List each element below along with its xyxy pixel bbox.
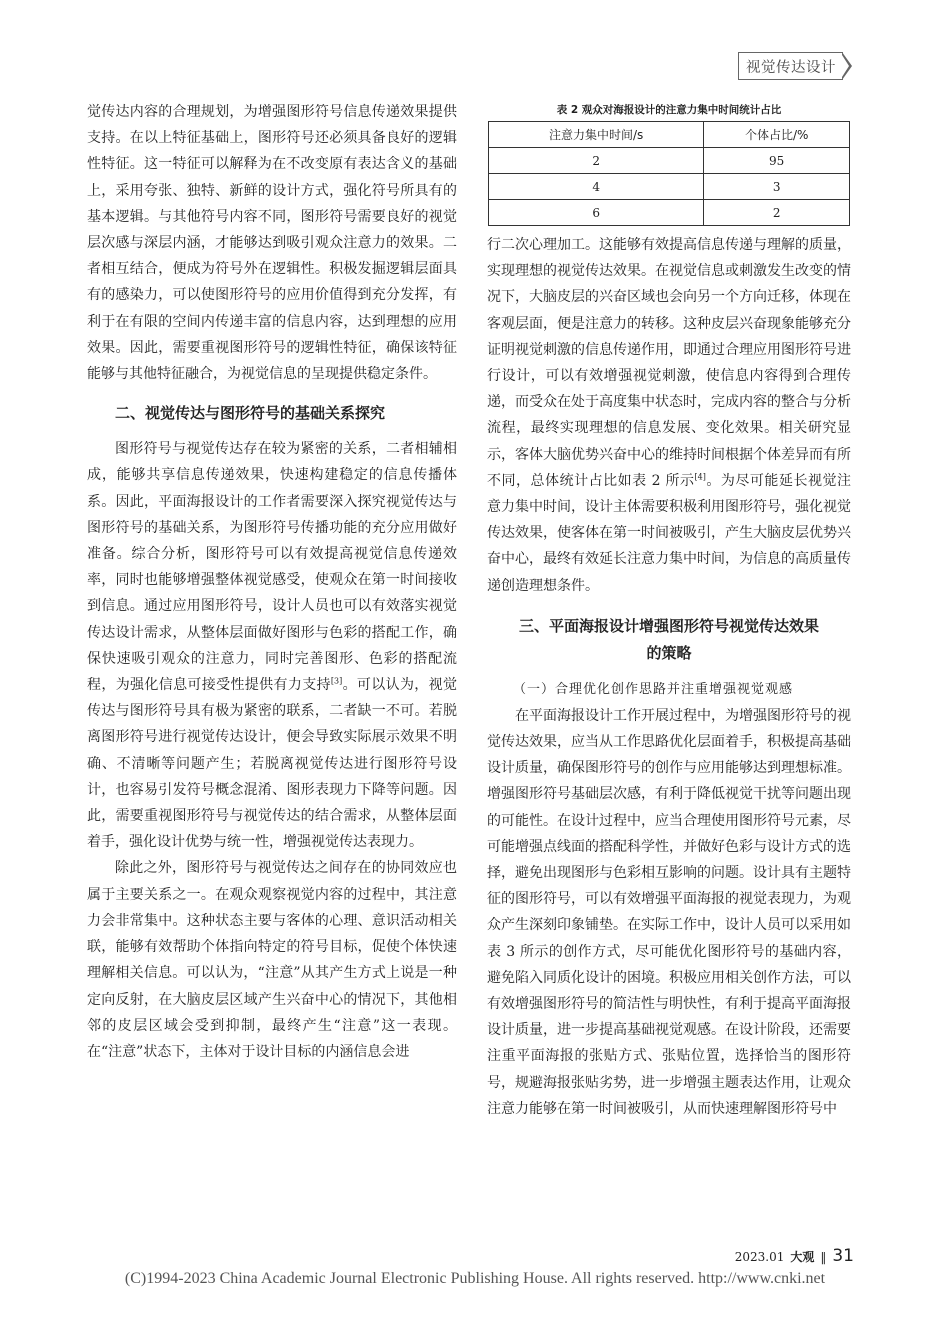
paragraph: 觉传达内容的合理规划，为增强图形符号信息传递效果提供支持。在以上特征基础上，图形符号还必须具备良好的逻辑性特征。这一特征可以解释为在不改变原有表达含义的基础上，采用夸张、独特、新鲜的设计方式，强化符号所具有的基本逻辑。与其他符号内容不同，图形符号需要良好的视觉层次感与深层内涵，才能够达到吸引观众注意力的效果。二者相互结合，便成为符号外在逻辑性。积极发掘逻辑层面具有的感染力，可以使图形符号的应用价值得到充分发挥，有利于在有限的空间内传递丰富的信息内容，达到理想的应用效果。因此，需要重视图形符号的逻辑性特征，确保该特征能够与其他特征融合，为视觉信息的呈现提供稳定条件。: [87, 104, 457, 383]
paragraph: 除此之外，图形符号与视觉传达之间存在的协同效应也属于主要关系之一。在观众观察视觉内容的过程中，其注意力会非常集中。这种状态主要与客体的心理、意识活动相关联，能够有效帮助个体指向特定的符号目标，促使个体快速理解相关信息。可以认为，“注意”从其产生方式上说是一种定向反射，在大脑皮层区域产生兴奋中心的情况下，其他相邻的皮层区域会受到抑制，最终产生“注意”这一表现。在“注意”状态下，主体对于设计目标的内涵信息会进: [87, 860, 457, 1060]
table-header-row: [489, 122, 850, 148]
paragraph-text: 行二次心理加工。这能够有效提高信息传递与理解的质量，实现理想的视觉传达效果。在视觉信息或刺激发生改变的情况下，大脑皮层的兴奋区域也会向另一个方向迁移，体现在客观层面，便是注意力的转移。这种皮层兴奋现象能够充分证明视觉刺激的信息传递作用，即通过合理应用图形符号进行设计，可以有效增强视觉刺激，使信息内容得到合理传递，而受众在处于高度集中状态时，完成内容的整合与分析流程，最终实现理想的信息发展、变化效果。相关研究显示，客体大脑优势兴奋中心的维持时间根据个体差异而有所不同，总体统计占比如表 2 所示: [487, 237, 851, 489]
paragraph-text: 。为尽可能延长视觉注意力集中时间，设计主体需要积极利用图形符号，强化视觉传达效果，使客体在第一时间被吸引，产生大脑皮层优势兴奋中心，最终有效延长注意力集中时间，为信息的高质量传递创造理想条件。: [487, 472, 851, 594]
issue-number: 2023.01: [734, 1250, 785, 1264]
citation: [4]: [694, 472, 706, 482]
table-cell: 6: [489, 200, 704, 226]
paragraph-text: 。可以认为，视觉传达与图形符号具有极为紧密的联系，二者缺一不可。若脱离图形符号进行视觉传达设计，便会导致实际展示效果不明确、不清晰等问题产生；若脱离视觉传达进行图形符号设计，也容易引发符号概念混淆、图形表现力下降等问题。因此，需要重视图形符号与视觉传达的结合需求，从整体层面着手，强化设计优势与统一性，增强视觉传达表现力。: [87, 677, 458, 851]
table-cell: 95: [704, 148, 850, 174]
footer-separator: ‖: [820, 1250, 827, 1264]
paragraph-text: 图形符号与视觉传达存在较为紧密的关系，二者相辅相成，能够共享信息传递效果，快速构建稳定的信息传播体系。因此，平面海报设计的工作者需要深入探究视觉传达与图形符号的基础关系，为图形符号传播功能的充分应用做好准备。综合分析，图形符号可以有效提高视觉信息传递效率，同时也能够增强整体视觉感受，使观众在第一时间接收到信息。通过应用图形符号，设计人员也可以有效落实视觉传达设计需求，从整体层面做好图形与色彩的搭配工作，确保快速吸引观众的注意力，同时完善图形、色彩的搭配流程，为强化信息可接受性提供有力支持: [87, 441, 457, 694]
left-column: [87, 99, 457, 1065]
journal-brand: 大观: [790, 1250, 815, 1264]
page-number: 31: [832, 1246, 854, 1266]
table-header-cell: 个体占比/%: [704, 122, 850, 148]
section-heading-line: 的策略: [646, 643, 692, 662]
data-table: [488, 121, 850, 226]
table-caption: 表 2 观众对海报设计的注意力集中时间统计占比: [556, 104, 782, 116]
table-cell: 3: [704, 174, 850, 200]
column-tag-arrow-inner: [842, 55, 849, 77]
table-row: [489, 200, 850, 226]
table-row: [489, 174, 850, 200]
statistics-table: [488, 103, 850, 226]
sub-heading: （一）合理优化创作思路并注重增强视觉观感: [513, 681, 794, 697]
page-footer: [735, 1246, 854, 1266]
table-cell: 2: [704, 200, 850, 226]
table-row: [489, 148, 850, 174]
paragraph: 在平面海报设计工作开展过程中，为增强图形符号的视觉传达效果，应当从工作思路优化层面着手，积极提高基础设计质量，确保图形符号的创作与应用能够达到理想标准。增强图形符号基础层次感，有利于降低视觉干扰等问题出现的可能性。在设计过程中，应当合理使用图形符号元素，尽可能增强点线面的搭配科学性，并做好色彩与设计方式的选择，避免出现图形与色彩相互影响的问题。设计具有主题特征的图形符号，可以有效增强平面海报的视觉表现力，为观众产生深刻印象铺垫。在实际工作中，设计人员可以采用如表 3 所示的创作方式，尽可能优化图形符号的基础内容，避免陷入同质化设计的困境。积极应用相关创作方法，可以有效增强图形符号的简洁性与明快性，有利于提高平面海报设计质量，进一步提高基础视觉观感。在设计阶段，还需要注重平面海报的张贴方式、张贴位置，选择恰当的图形符号，规避海报张贴劣势，进一步增强主题表达作用，让观众注意力能够在第一时间被吸引，从而快速理解图形符号中: [487, 707, 851, 1117]
table-header-cell: 注意力集中时间/s: [489, 122, 704, 148]
column-tag: 视觉传达设计: [738, 52, 843, 80]
section-heading-line: 三、平面海报设计增强图形符号视觉传达效果: [518, 616, 819, 635]
paragraph: [487, 232, 851, 599]
paragraph: [87, 436, 457, 855]
section-heading: [487, 613, 851, 667]
copyright-notice: (C)1994-2023 China Academic Journal Electronic Publishing House. All rights reserved. http://www.cnki.net: [124, 1270, 826, 1287]
right-column: [487, 232, 851, 1122]
citation: [3]: [330, 676, 343, 686]
section-heading: 二、视觉传达与图形符号的基础关系探究: [115, 404, 386, 423]
table-cell: 2: [489, 148, 704, 174]
table-cell: 4: [489, 174, 704, 200]
